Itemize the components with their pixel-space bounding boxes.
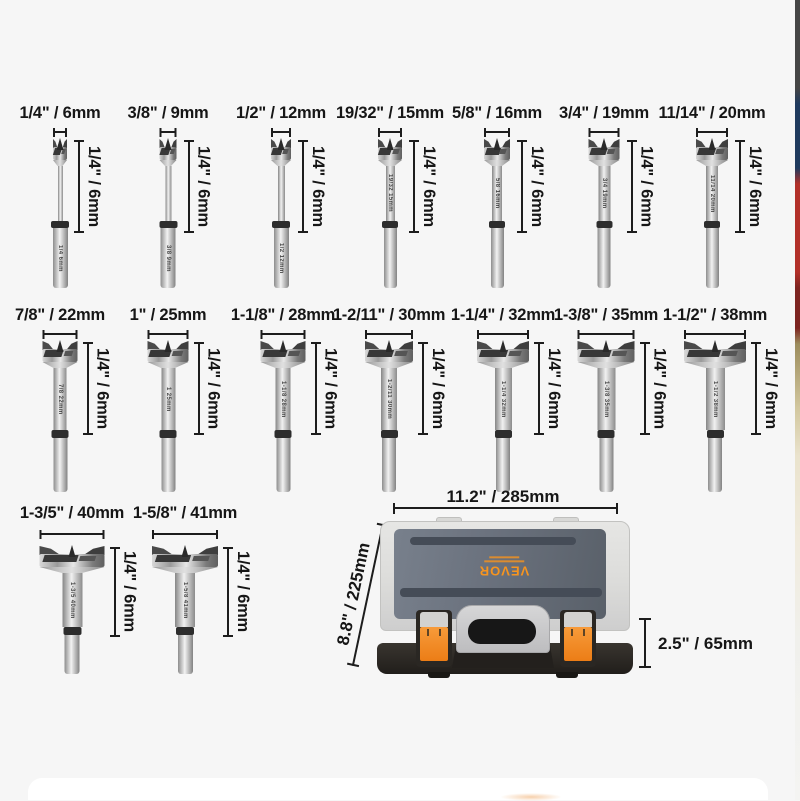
shank-dimension-label: 1/4" / 6mm [429, 347, 447, 430]
bit-body [597, 368, 615, 430]
bit-body [165, 166, 171, 221]
drill-bit-image [378, 138, 402, 288]
bit-head-spurs [271, 138, 291, 147]
head-width-bracket [271, 128, 291, 137]
shank-dimension [302, 140, 327, 233]
drill-bit-image [365, 340, 413, 492]
bit-engraving: 1-3/5 40mm [69, 581, 75, 619]
drill-bit-image [696, 138, 728, 288]
bit-head-spurs [53, 138, 67, 147]
shank-dimension [315, 342, 340, 435]
bit-head-spurs [40, 545, 105, 554]
bit-shank [706, 228, 719, 288]
shank-dimension [227, 547, 252, 637]
bit-shank [65, 635, 80, 674]
head-width-bracket [484, 128, 510, 137]
shank-dimension [644, 342, 669, 435]
drill-bit-image [43, 340, 78, 492]
bit-collar [382, 221, 398, 228]
bit-size-label: 19/32" / 15mm [336, 104, 444, 122]
head-width-bracket [152, 530, 218, 539]
bit-size-label: 1/2" / 12mm [235, 104, 327, 122]
dimension-line [188, 140, 190, 233]
shank-dimension-label: 1/4" / 6mm [204, 347, 223, 430]
head-width-bracket [148, 330, 189, 339]
shank-dimension [538, 342, 563, 435]
bit-body [381, 368, 397, 430]
bit-shank [382, 438, 396, 492]
bit-neck [484, 160, 510, 166]
bit-body [62, 573, 82, 627]
bit-engraving: 19/32 15mm [387, 174, 393, 213]
bit-size-label: 1-3/8" / 35mm [553, 306, 659, 324]
dimension-line [739, 140, 741, 233]
bit-size-label: 1-5/8" / 41mm [132, 504, 238, 522]
bit-body [54, 368, 67, 430]
bit-size-label: 11/14" / 20mm [658, 104, 766, 122]
bit-collar [272, 221, 290, 228]
bit-size-label: 1-1/4" / 32mm [450, 306, 556, 324]
bit-body [276, 368, 291, 430]
bit-neck [696, 160, 728, 166]
bit-engraving: 1/2 12mm [278, 242, 284, 274]
dimension-line [422, 342, 424, 435]
bit-collar [704, 221, 720, 228]
shank-dimension-label: 1/4" / 6mm [85, 145, 103, 228]
bit-collar [51, 221, 69, 228]
bit-size-label: 1-2/11" / 30mm [332, 306, 446, 324]
bit-shank [53, 438, 67, 492]
shank-dimension-label: 1/4" / 6mm [528, 145, 546, 228]
head-width-bracket [589, 128, 620, 137]
drill-bit-image [578, 340, 635, 492]
bit-shank [599, 438, 613, 492]
shank-dimension-label: 1/4" / 6mm [120, 551, 139, 633]
dimension-line [631, 140, 633, 233]
dimension-line [78, 140, 80, 233]
case-handle-opening [468, 619, 536, 644]
bit-shank [708, 438, 722, 492]
head-width-bracket [43, 330, 78, 339]
bit-engraving: 1 25mm [165, 386, 171, 412]
shank-dimension-label: 1/4" / 6mm [545, 347, 563, 430]
bit-neck [365, 362, 413, 368]
shank-dimension-label: 1/4" / 6mm [234, 551, 252, 633]
shank-dimension [188, 140, 213, 233]
drill-bit-image [484, 138, 510, 288]
bit-neck [589, 160, 620, 166]
head-width-bracket [365, 330, 413, 339]
bit-collar [381, 430, 398, 438]
bit-head-spurs [684, 340, 746, 349]
shank-dimension-label: 1/4" / 6mm [194, 145, 213, 228]
bit-shank [384, 228, 397, 288]
bit-shank [161, 228, 176, 288]
shank-dimension [413, 140, 438, 233]
bit-size-label: 1-1/8" / 28mm [230, 306, 336, 324]
bit-collar [495, 430, 512, 438]
dimension-line [538, 342, 540, 435]
bit-engraving: 7/8 22mm [57, 383, 63, 415]
bit-body [706, 368, 725, 430]
bit-neck [271, 160, 291, 166]
latch [564, 627, 592, 661]
bit-shank [178, 635, 193, 674]
bit-head-spurs [696, 138, 728, 147]
bit-shank [161, 438, 175, 492]
bit-neck [578, 362, 635, 368]
brand-logo [479, 557, 530, 578]
bit-engraving: 1-1/4 32mm [500, 380, 506, 418]
bit-size-label: 1-3/5" / 40mm [19, 504, 125, 522]
shank-dimension-label: 1/4" / 6mm [762, 347, 780, 430]
bit-size-label: 3/4" / 19mm [558, 104, 650, 122]
head-width-bracket [261, 330, 306, 339]
bit-engraving: 1-1/8 28mm [280, 380, 286, 418]
bit-size-label: 7/8" / 22mm [14, 306, 106, 324]
dimension-line [644, 342, 646, 435]
shank-dimension [631, 140, 656, 233]
bit-head-spurs [148, 340, 189, 349]
dimension-line [755, 342, 757, 435]
bit-body [386, 166, 395, 221]
bit-neck [378, 160, 402, 166]
bit-collar [63, 627, 81, 635]
head-width-bracket [477, 330, 529, 339]
shank-dimension [755, 342, 780, 435]
drill-bit-image [152, 545, 218, 674]
bit-head-spurs [378, 138, 402, 147]
bit-body [495, 368, 512, 430]
logo-subtext-bar [489, 557, 519, 559]
bit-head-spurs [160, 138, 177, 147]
head-width-bracket [578, 330, 635, 339]
bit-shank [53, 228, 68, 288]
case-width-dimension-line [393, 507, 618, 509]
case-depth-label: 8.8" / 225mm [333, 540, 374, 647]
drill-bit-image [40, 545, 105, 674]
bit-neck [684, 362, 746, 368]
shank-dimension [422, 342, 447, 435]
bit-collar [159, 221, 177, 228]
drill-bit-image [477, 340, 529, 492]
shank-dimension-label: 1/4" / 6mm [420, 145, 438, 228]
bit-head-spurs [261, 340, 306, 349]
bit-neck [160, 160, 177, 166]
case-height-label: 2.5" / 65mm [658, 634, 754, 653]
shank-dimension [78, 140, 103, 233]
bit-head-spurs [484, 138, 510, 147]
bit-engraving: 3/8 9mm [165, 244, 171, 272]
bit-engraving: 1/4 6mm [57, 244, 63, 272]
bit-collar [707, 430, 724, 438]
case-foot [428, 672, 450, 678]
bit-shank [598, 228, 611, 288]
shank-dimension [198, 342, 223, 435]
bit-size-label: 1-1/2" / 38mm [662, 306, 768, 324]
bit-head-spurs [43, 340, 78, 349]
bit-body [175, 573, 195, 627]
dimension-line [198, 342, 200, 435]
shank-dimension-label: 1/4" / 6mm [321, 347, 340, 430]
bit-neck [148, 362, 189, 368]
logo-subtext-bar [484, 560, 524, 562]
brand-logo-text: VEVOR [478, 563, 530, 579]
bit-collar [275, 430, 292, 438]
shank-dimension-label: 1/4" / 6mm [746, 145, 764, 228]
drill-bit-image [684, 340, 746, 492]
dimension-line [227, 547, 229, 637]
bit-collar [176, 627, 194, 635]
adjacent-image-sliver [795, 0, 800, 800]
latch [420, 627, 448, 661]
head-width-bracket [53, 128, 67, 137]
bit-engraving: 1-1/2 38mm [712, 380, 718, 418]
bit-size-label: 3/8" / 9mm [127, 104, 209, 122]
bit-neck [261, 362, 306, 368]
drill-bit-image [271, 138, 291, 288]
head-width-bracket [160, 128, 177, 137]
dimension-line [315, 342, 317, 435]
bit-head-spurs [365, 340, 413, 349]
shank-dimension [739, 140, 764, 233]
bit-neck [43, 362, 78, 368]
bit-neck [53, 160, 67, 166]
latch-cap [564, 612, 592, 627]
bit-shank [276, 438, 290, 492]
bit-engraving: 1-2/11 30mm [386, 378, 392, 420]
bit-head-spurs [589, 138, 620, 147]
bit-body [492, 166, 502, 221]
bit-collar [598, 430, 615, 438]
case-slot [400, 588, 602, 597]
bit-collar [596, 221, 612, 228]
shank-dimension [87, 342, 112, 435]
dimension-line [302, 140, 304, 233]
head-width-bracket [40, 530, 105, 539]
latch-cap [420, 612, 448, 627]
shank-dimension-label: 1/4" / 6mm [309, 145, 327, 228]
bit-neck [40, 567, 105, 573]
dimension-line [114, 547, 116, 637]
drill-bit-image [148, 340, 189, 492]
dimension-line [87, 342, 89, 435]
bit-size-label: 1" / 25mm [129, 306, 207, 324]
drill-bit-image [261, 340, 306, 492]
bit-neck [152, 567, 218, 573]
bit-engraving: 1-5/8 41mm [182, 581, 188, 619]
bit-collar [160, 430, 177, 438]
bit-collar [489, 221, 505, 228]
bit-body [58, 166, 63, 221]
bit-engraving: 11/14 20mm [709, 174, 715, 213]
bit-shank [496, 438, 510, 492]
shank-dimension-label: 1/4" / 6mm [93, 347, 112, 430]
bit-shank [274, 228, 289, 288]
bit-neck [477, 362, 529, 368]
bit-engraving: 5/8 16mm [494, 178, 500, 209]
drill-bit-image [160, 138, 177, 288]
case-slot [410, 537, 576, 545]
case-height-dimension-line [644, 618, 646, 668]
bit-body [598, 166, 610, 221]
bit-head-spurs [152, 545, 218, 554]
case-foot [556, 672, 578, 678]
drill-bit-image [589, 138, 620, 288]
dimension-line [521, 140, 523, 233]
head-width-bracket [696, 128, 728, 137]
bit-engraving: 3/4 19mm [601, 178, 607, 209]
shank-dimension-label: 1/4" / 6mm [637, 145, 656, 228]
shank-dimension [521, 140, 546, 233]
drill-bit-image [53, 138, 67, 288]
head-width-bracket [378, 128, 402, 137]
bit-head-spurs [578, 340, 635, 349]
bit-shank [491, 228, 504, 288]
case-width-label: 11.2" / 285mm [446, 487, 560, 506]
bit-body [161, 368, 175, 430]
bit-body [706, 166, 718, 221]
dimension-line [413, 140, 415, 233]
bit-size-label: 1/4" / 6mm [19, 104, 101, 122]
bit-collar [52, 430, 69, 438]
head-width-bracket [684, 330, 746, 339]
bit-body [278, 166, 285, 221]
shank-dimension-label: 1/4" / 6mm [650, 347, 669, 430]
bit-size-label: 5/8" / 16mm [451, 104, 543, 122]
bit-engraving: 1-3/8 35mm [603, 380, 609, 418]
shank-dimension [114, 547, 139, 637]
next-section-card [28, 778, 768, 800]
bit-head-spurs [477, 340, 529, 349]
